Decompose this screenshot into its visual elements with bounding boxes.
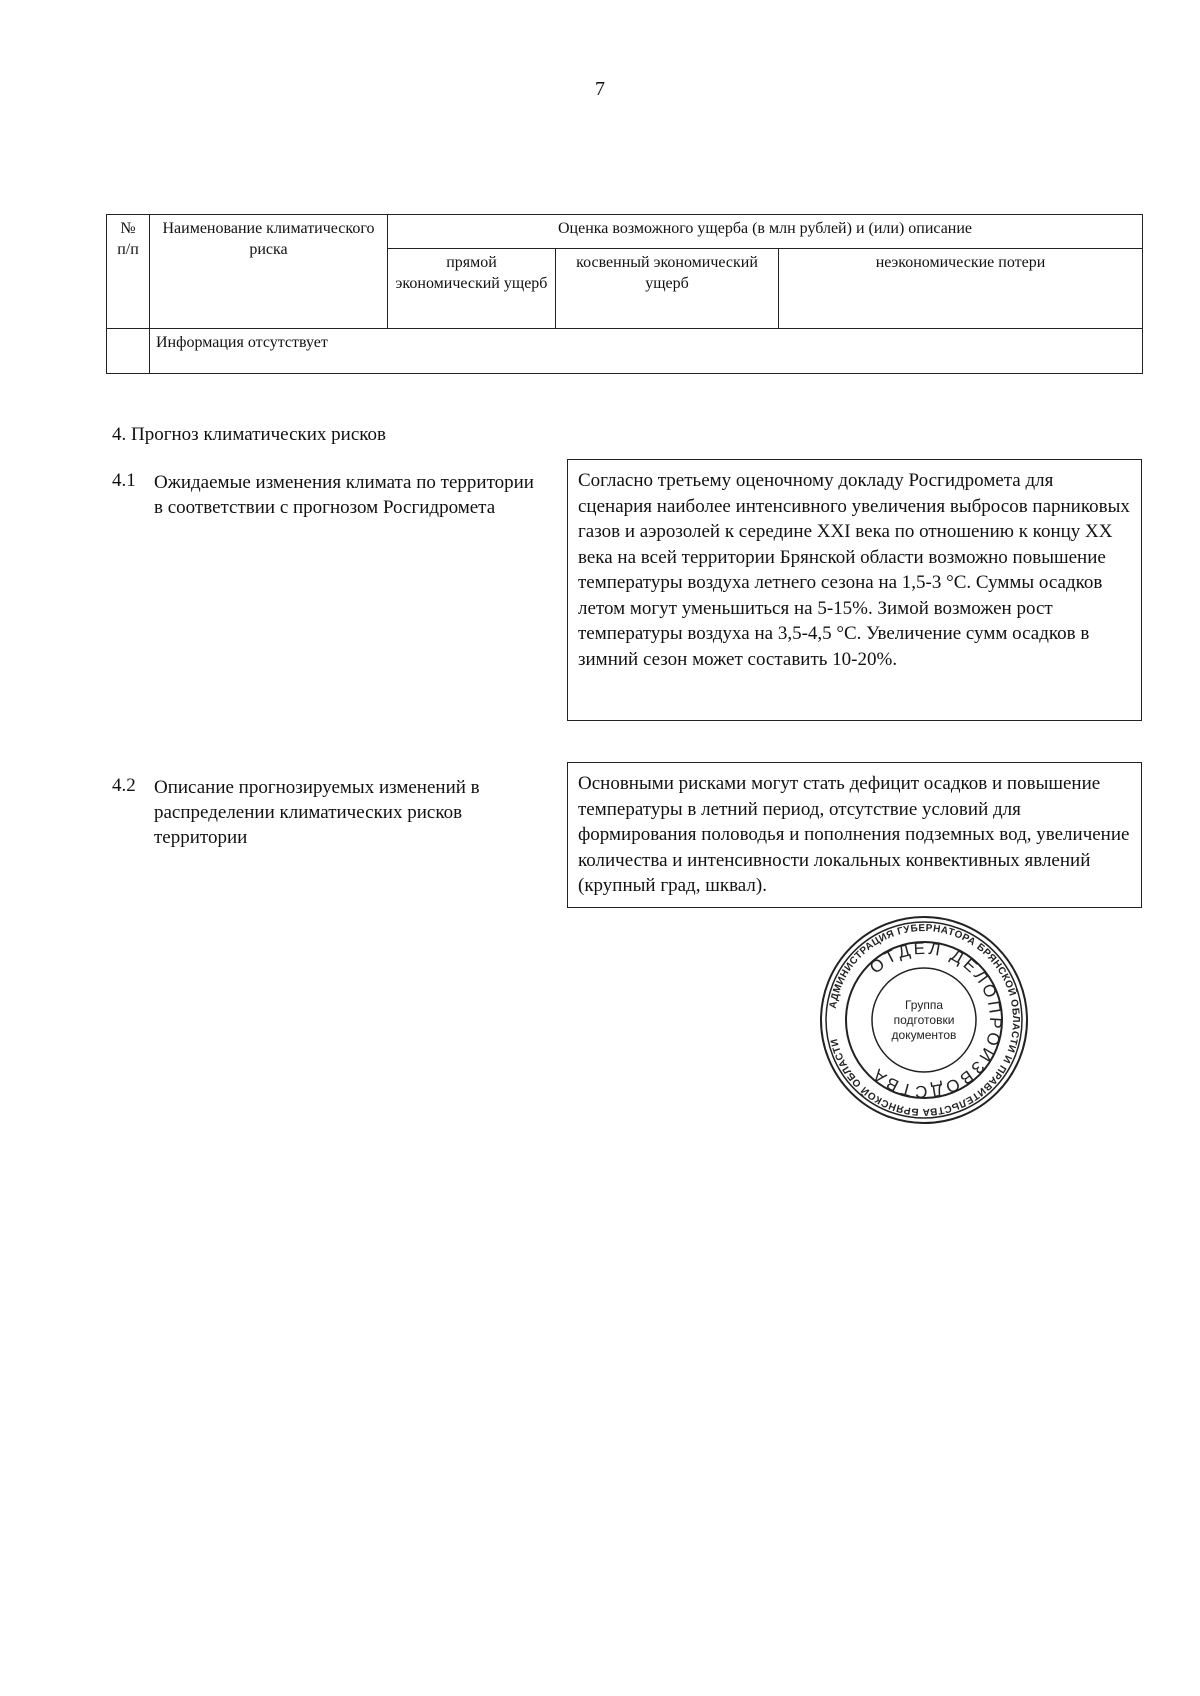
header-number: № п/п (107, 215, 150, 329)
header-indirect-damage: косвенный экономический ущерб (556, 249, 779, 329)
item-text-box: Согласно третьему оценочному докладу Росгидромета для сценария наиболее интенсивного увеличения выбросов парниковых газов и аэрозолей к середине XXI века по отношению к концу XX века на всей территории Брянской области возможно повышение температуры воздуха летнего сезона на 1,5-3 °С. Суммы осадков летом могут уменьшиться на 5-15%. Зимой возможен рост температуры воздуха на 3,5-4,5 °С. Увеличение сумм осадков в зимний сезон может составить 10-20%. (567, 459, 1142, 721)
item-number: 4.1 (112, 470, 136, 491)
stamp-center-text: Группа подготовки документов (891, 998, 957, 1042)
item-text-box: Основными рисками могут стать дефицит осадков и повышение температуры в летний период, отсутствие условий для формирования половодья и пополнения подземных вод, увеличение количества и интенсивности локальных конвективных явлений (крупный град, шквал). (567, 762, 1142, 908)
table-cell-info: Информация отсутствует (150, 329, 1143, 374)
header-direct-damage: прямой экономический ущерб (388, 249, 556, 329)
climate-risk-table (106, 214, 1143, 374)
item-label: Описание прогнозируемых изменений в распределении климатических рисков территории (154, 777, 480, 848)
header-assessment: Оценка возможного ущерба (в млн рублей) и (или) описание (388, 215, 1143, 249)
item-number: 4.2 (112, 775, 136, 796)
page-number: 7 (595, 78, 605, 100)
stamp-inner-text: ОТДЕЛ ДЕЛОПРОИЗВОДСТВА (865, 938, 1006, 1102)
stamp-outer-text: АДМИНИСТРАЦИЯ ГУБЕРНАТОРА БРЯНСКОЙ ОБЛАСТИ И ПРАВИТЕЛЬСТВА БРЯНСКОЙ ОБЛАСТИ (827, 922, 1022, 1118)
item-label: Ожидаемые изменения климата по территории в соответствии с прогнозом Росгидромета (154, 472, 534, 518)
header-risk-name: Наименование климатического риска (150, 215, 388, 329)
table-cell-empty (107, 329, 150, 374)
office-stamp (818, 914, 1030, 1126)
header-non-economic-losses: неэкономические потери (779, 249, 1143, 329)
table-row (107, 329, 1143, 374)
section-title: 4. Прогноз климатических рисков (112, 424, 387, 445)
